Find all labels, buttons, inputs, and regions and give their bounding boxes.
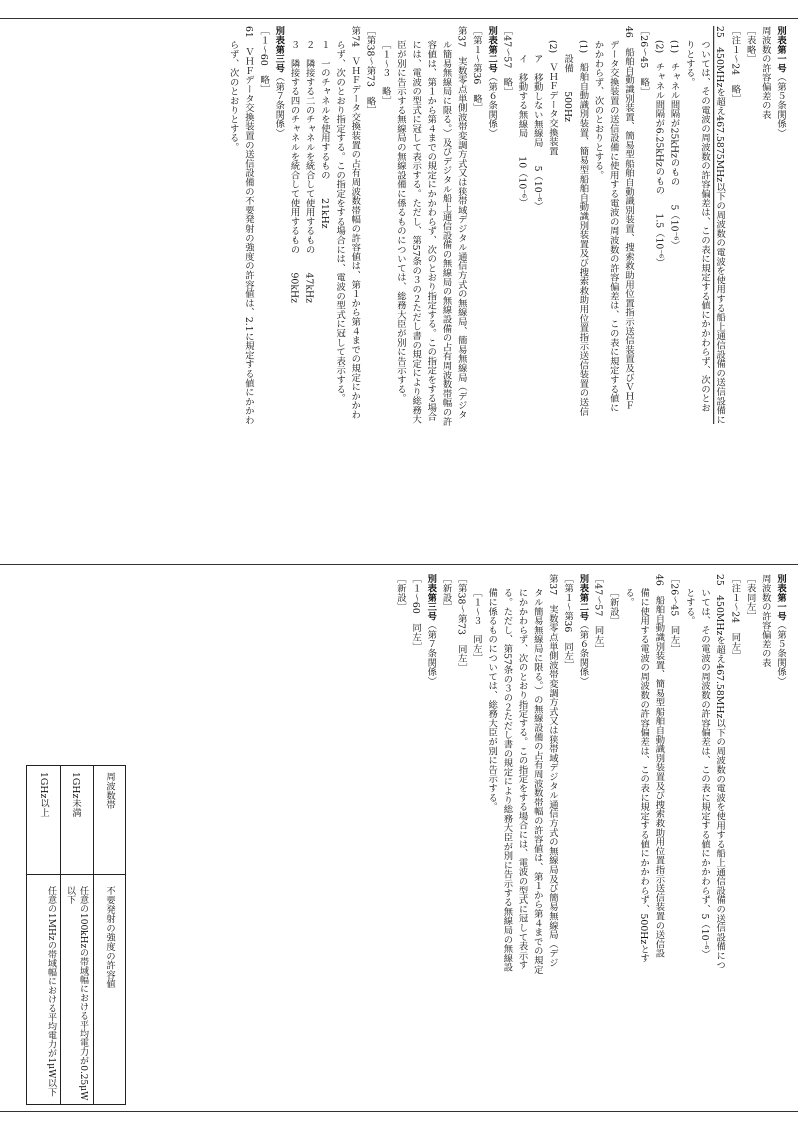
section-heading: 別表第一号: [775, 574, 786, 621]
bottom_section-line: タル簡易無線局に限る。）の無線設備の占有周波数帯幅の許容値は、第１から第４までの規定: [531, 588, 543, 974]
top_section-line: (2) チャネル間隔が6.25kHzのもの 1.5（10⁻⁶）: [653, 40, 665, 268]
section-heading-note: （第７条関係）: [425, 620, 437, 686]
section-heading-note: （第５条関係）: [775, 620, 786, 686]
bottom_section-line: にかかわらず、次のとおり指定する。この指定をする場合には、電波の型式に冠して表示す: [516, 588, 528, 970]
top_section-line: １ 一のチャネルを使用するもの 21kHz: [318, 40, 330, 229]
bottom-rule: [0, 1111, 798, 1112]
bottom_section-line: [575, 574, 590, 1104]
top_section-line: 第37 実数零点単側波帯変調方式又は狭帯域デジタル通信方式の無線局、簡易無線局（デジタ: [455, 26, 467, 420]
top_section-line: [484, 26, 499, 556]
middle-rule: [0, 564, 798, 565]
section-heading-note: （第６条関係）: [577, 620, 589, 686]
top_section-line: ［第38～第73 略］: [364, 26, 376, 115]
top_section-line: データ交換装置の送信設備に使用する電波の周波数の許容偏差は、この表に規定する値に: [607, 40, 619, 412]
top_section-line: ［注１～24 略］: [729, 26, 741, 103]
table-header-band: 周波数帯: [104, 772, 115, 810]
bottom_section-line: 備に係るものについては、総務大臣が別に告示する。: [486, 588, 498, 812]
top_section-line: 臣が別に告示する無線局の無線設備に係るものについては、総務大臣が別に告示する。: [394, 40, 406, 403]
top_section-line: 第74 ＶＨＦデータ交換装置の占有周波数帯幅の許容値は、第１から第４までの規定にかかわ: [349, 26, 361, 420]
section-heading: 別表第二号: [486, 26, 498, 73]
section-heading: 別表第三号: [273, 26, 285, 73]
bottom_section-line: 備に使用する電波の周波数の許容偏差は、この表に規定する値にかかわらず、500Hzとす: [638, 588, 650, 963]
top_section-line: (2) ＶＨＦデータ交換装置: [546, 40, 558, 156]
bottom_section-line: ［第38～第73 同左］: [455, 574, 467, 673]
bottom_section-line: る。: [622, 588, 634, 607]
bottom_section-line: 周波数の許容偏差の表: [759, 574, 771, 667]
top_section-line: ついては、その電波の周波数の許容偏差は、この表に規定する値にかかわらず、次のとお: [698, 40, 710, 412]
top_section-line: らず、次のとおりとする。: [227, 40, 239, 152]
table-row-1-value: 任意の100kHzの帯域幅における平均電力が0.25μW以下: [65, 886, 88, 1101]
top_section-line: ［１～３ 略］: [379, 40, 391, 106]
top_section-line: 25 450MHzを超え467.5875MHz以下の周波数の電波を使用する船上通信設備の送信設備に: [714, 26, 726, 424]
bottom_section-line: ［新設］: [440, 574, 452, 612]
top_section-line: 設備 500Hz: [562, 54, 574, 122]
top_section-line: りとする。: [683, 40, 695, 87]
section-heading: 別表第三号: [425, 574, 437, 621]
bottom_section-line: 25 450MHzを超え467.58MHz以下の周波数の電波を使用する船上通信設備の送信設備につ: [714, 574, 726, 970]
top_section-line: 容値は、第１から第４までの規定にかかわらず、次のとおり指定する。この指定をする場合: [425, 40, 437, 422]
bottom_section-line: ［注１～24 同左］: [729, 574, 741, 661]
top_section-line: らず、次のとおり指定する。この指定をする場合には、電波の型式に冠して表示する。: [334, 40, 346, 403]
top_section-line: ［47～57 略］: [501, 26, 513, 97]
bottom_section-line: ［新設］: [607, 588, 619, 626]
top_section-line: ［第１～第36 略］: [470, 26, 482, 113]
top_section-line: ２ 隣接する二のチャネルを統合して使用するもの 47kHz: [303, 40, 315, 303]
bottom_section-line: ［47～57 同左］: [592, 574, 604, 654]
top_section-line: 周波数の許容偏差の表: [759, 26, 771, 119]
top_section-line: [773, 26, 788, 556]
current-text-column: [180, 574, 788, 1104]
bottom_section-line: ［１～３ 同左］: [470, 588, 482, 663]
table-row-2-band: 1GHz以上: [38, 772, 49, 817]
bottom_section-line: ［26～45 同左］: [668, 574, 680, 654]
section-heading: 別表第一号: [775, 26, 786, 73]
section-heading: 別表第二号: [577, 574, 589, 621]
top_section-line: ル簡易無線局に限る。）及びデジタル船上通信設備の無線局の無線設備の占有周波数帯幅の許: [440, 40, 452, 426]
top_section-line: 61 ＶＨＦデータ交換装置の送信設備の不要発射の強度の許容値は、2.1に規定する値にかかわ: [242, 26, 254, 425]
bottom_section-line: る。ただし、第57条の３の２ただし書の規定により総務大臣が別に告示する無線局の無線設: [501, 588, 513, 972]
top_section-line: ［１～60 略］: [258, 26, 270, 94]
revised-text-column: [24, 26, 788, 556]
top_section-line: (1) チャネル間隔が25kHzのもの 5（10⁻⁶）: [668, 40, 680, 250]
top_section-line: には、電波の型式に冠して表示する。ただし、第57条の３の２ただし書の規定により総務大: [410, 40, 422, 424]
top_section-line: 46 船舶自動識別装置、簡易型船舶自動識別装置、捜索救助用位置指示送信装置及びＶＨＦ: [622, 26, 634, 410]
bottom_section-line: [773, 574, 788, 1104]
top_section-line: ［26～45 略］: [638, 26, 650, 97]
section-heading-note: （第６条関係）: [486, 72, 498, 138]
bottom_section-line: ［１～60 同左］: [410, 574, 422, 651]
bottom_section-line: 第37 実数零点単側波帯変調方式又は狭帯域デジタル通信方式の無線局及び簡易無線局（デジ: [546, 574, 558, 968]
table-header-value: 不要発射の強度の許容値: [104, 886, 115, 989]
table-row-1-band: 1GHz未満: [70, 772, 81, 817]
bottom_section-line: ［表同左］: [744, 574, 756, 621]
section-heading-note: （第５条関係）: [775, 72, 786, 138]
top_section-line: [271, 26, 286, 556]
top_section-line: ア 移動しない無線局 5（10⁻⁶）: [531, 54, 543, 211]
bottom_section-line: [423, 574, 438, 1104]
bottom_section-line: ［新設］: [394, 574, 406, 612]
table-row-2-value: 任意の1MHzの帯域幅における平均電力が1μW以下: [46, 886, 56, 1097]
top-rule: [0, 18, 798, 19]
top_section-line: (1) 船舶自動識別装置、簡易型船舶自動識別装置及び捜索救助用位置指示送信装置の送信: [577, 40, 589, 416]
bottom_section-line: 46 船舶自動識別装置、簡易型船舶自動識別装置及び捜索救助用位置指示送信装置の送信設: [653, 574, 665, 958]
top_section-line: ［表略］: [744, 26, 756, 64]
bottom_section-line: ［第１～第36 同左］: [562, 574, 574, 670]
spurious-emission-table: [26, 765, 126, 1105]
top_section-line: かかわらず、次のとおりとする。: [592, 40, 604, 180]
top_section-line: イ 移動する無線局 10（10⁻⁶）: [516, 54, 528, 208]
bottom_section-line: いては、その電波の周波数の許容偏差は、この表に規定する値にかかわらず、5（10⁻⁶）: [698, 588, 710, 959]
section-heading-note: （第７条関係）: [273, 72, 285, 138]
top_section-line: ３ 隣接する四のチャネルを統合して使用するもの 90kHz: [288, 40, 300, 303]
bottom_section-line: とする。: [683, 588, 695, 626]
